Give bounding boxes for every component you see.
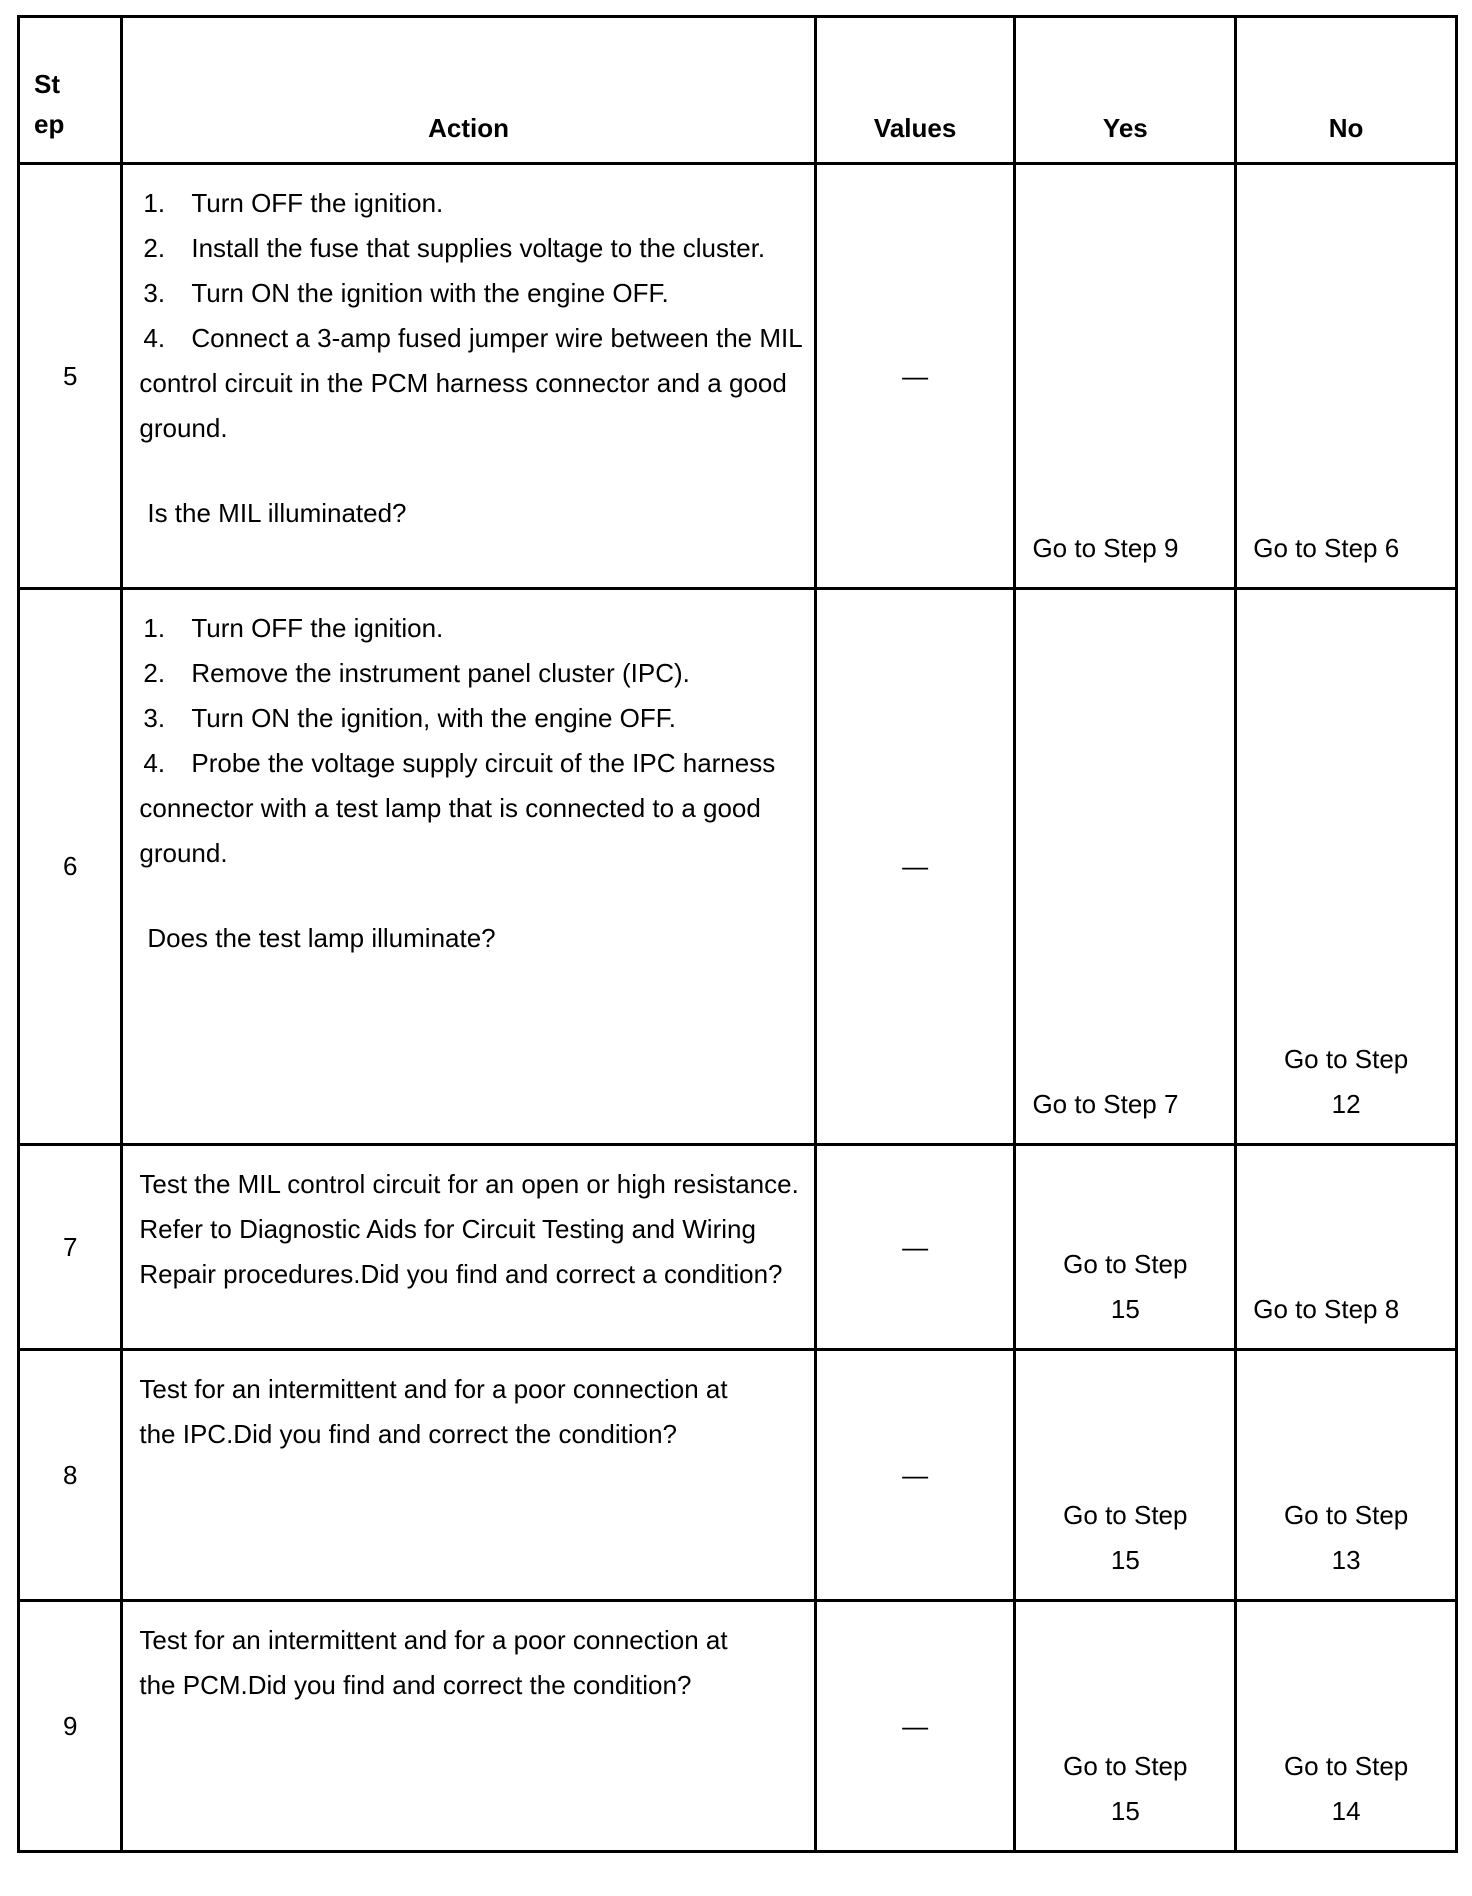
- action-cell: [122, 1145, 815, 1350]
- diagnostic-table: [17, 15, 1458, 1853]
- values-cell: —: [815, 589, 1015, 1145]
- no-cell: Go to Step 6: [1236, 164, 1457, 589]
- action-cell: [122, 1601, 815, 1852]
- no-cell: Go to Step 14: [1236, 1601, 1457, 1852]
- yes-cell: Go to Step 15: [1015, 1601, 1236, 1852]
- action-step-number: 3.: [143, 703, 166, 733]
- header-values: Values: [815, 17, 1015, 164]
- action-step-item: [139, 316, 803, 451]
- header-action: Action: [122, 17, 815, 164]
- action-step-item: [139, 651, 803, 696]
- action-step-item: [139, 606, 803, 651]
- no-cell: Go to Step 13: [1236, 1350, 1457, 1601]
- action-step-number: 4.: [143, 323, 166, 353]
- action-cell: [122, 589, 815, 1145]
- action-step-item: [139, 226, 803, 271]
- action-step-text: Turn ON the ignition, with the engine OFF.: [191, 703, 676, 733]
- action-step-number: 4.: [143, 748, 166, 778]
- action-question: Is the MIL illuminated?: [147, 498, 407, 528]
- action-step-text: Install the fuse that supplies voltage to the cluster.: [191, 233, 766, 263]
- action-step-text: Probe the voltage supply circuit of the IPC harness connector with a test lamp that is connected to a good ground.: [139, 748, 776, 868]
- no-cell: Go to Step 12: [1236, 589, 1457, 1145]
- action-step-number: 2.: [143, 233, 166, 263]
- action-step-number: 1.: [143, 188, 166, 218]
- table-row: [19, 1601, 1457, 1852]
- yes-cell: Go to Step 15: [1015, 1350, 1236, 1601]
- action-cell: [122, 1350, 815, 1601]
- action-question: Does the test lamp illuminate?: [147, 923, 496, 953]
- action-step-item: [139, 271, 803, 316]
- action-text: Test the MIL control circuit for an open or high resistance. Refer to Diagnostic Aids for Circuit Testing and Wiring Repair procedures.Did you find and correct a condition?: [139, 1169, 799, 1289]
- values-cell: —: [815, 1145, 1015, 1350]
- table-row: [19, 589, 1457, 1145]
- values-cell: —: [815, 1601, 1015, 1852]
- action-step-text: Turn OFF the ignition.: [191, 188, 444, 218]
- header-step-line1: St: [34, 69, 60, 99]
- values-cell: —: [815, 164, 1015, 589]
- values-cell: —: [815, 1350, 1015, 1601]
- header-yes: Yes: [1015, 17, 1236, 164]
- table-row: [19, 164, 1457, 589]
- action-cell: [122, 164, 815, 589]
- yes-cell: Go to Step 9: [1015, 164, 1236, 589]
- yes-cell: Go to Step 15: [1015, 1145, 1236, 1350]
- action-text: Test for an intermittent and for a poor connection at the IPC.Did you find and correct the condition?: [139, 1374, 728, 1449]
- yes-cell: Go to Step 7: [1015, 589, 1236, 1145]
- step-number: 7: [19, 1145, 122, 1350]
- action-step-text: Remove the instrument panel cluster (IPC).: [191, 658, 690, 688]
- action-step-item: [139, 181, 803, 226]
- header-step: [19, 17, 122, 164]
- step-number: 5: [19, 164, 122, 589]
- header-no: No: [1236, 17, 1457, 164]
- action-step-number: 3.: [143, 278, 166, 308]
- step-number: 8: [19, 1350, 122, 1601]
- step-number: 6: [19, 589, 122, 1145]
- table-row: [19, 1350, 1457, 1601]
- action-step-text: Turn OFF the ignition.: [191, 613, 444, 643]
- action-step-text: Turn ON the ignition with the engine OFF.: [191, 278, 669, 308]
- action-step-item: [139, 741, 803, 876]
- step-number: 9: [19, 1601, 122, 1852]
- action-step-number: 2.: [143, 658, 166, 688]
- table-row: [19, 1145, 1457, 1350]
- action-step-text: Connect a 3-amp fused jumper wire between the MIL control circuit in the PCM harness connector and a good ground.: [139, 323, 802, 443]
- header-step-line2: ep: [34, 109, 65, 139]
- action-text: Test for an intermittent and for a poor connection at the PCM.Did you find and correct the condition?: [139, 1625, 728, 1700]
- no-cell: Go to Step 8: [1236, 1145, 1457, 1350]
- action-step-item: [139, 696, 803, 741]
- header-row: [19, 17, 1457, 164]
- action-step-number: 1.: [143, 613, 166, 643]
